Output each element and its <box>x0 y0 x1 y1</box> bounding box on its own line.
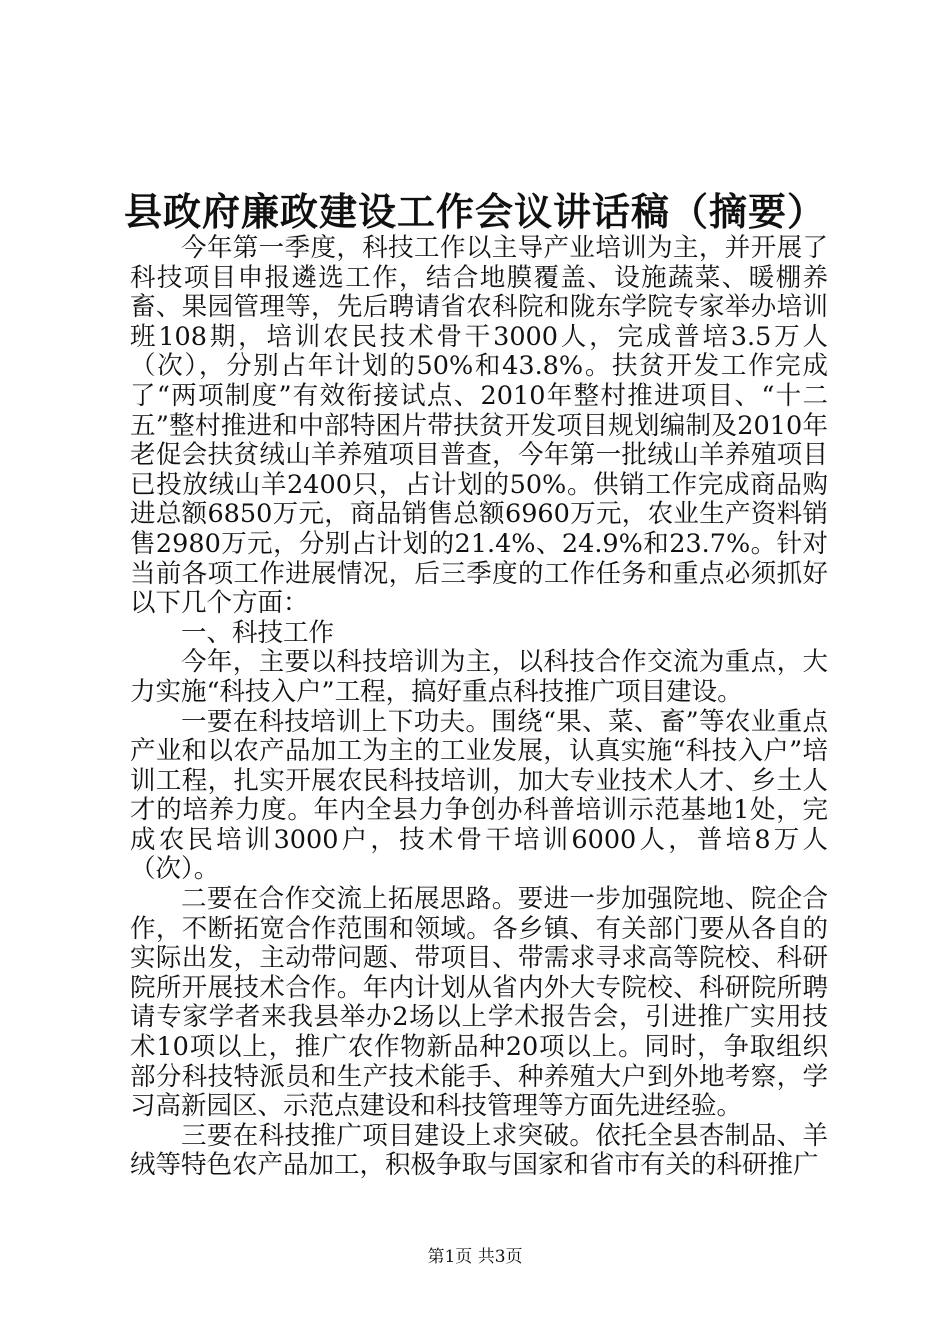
paragraph-promotion: 三要在科技推广项目建设上求突破。依托全县杏制品、羊绒等特色农产品加工，积极争取与国家和省市有关的科研推广 <box>130 1120 828 1181</box>
paragraph-cooperation: 二要在合作交流上拓展思路。要进一步加强院地、院企合作，不断拓宽合作范围和领域。各乡镇、有关部门要从各自的实际出发，主动带问题、带项目、带需求寻求高等院校、科研院所开展技术合作。年内计划从省内外大专院校、科研院所聘请专家学者来我县举办2场以上学术报告会，引进推广实用技术10项以上，推广农作物新品种20项以上。同时，争取组织部分科技特派员和生产技术能手、种养殖大户到外地考察，学习高新园区、示范点建设和科技管理等方面先进经验。 <box>130 884 828 1122</box>
document-body <box>130 234 828 1181</box>
paragraph-training: 一要在科技培训上下功夫。围绕“果、菜、畜”等农业重点产业和以农产品加工为主的工业发展，认真实施“科技入户”培训工程，扎实开展农民科技培训，加大专业技术人才、乡土人才的培养力度。年内全县力争创办科普培训示范基地1处，完成农民培训3000户，技术骨干培训6000人，普培8万人（次）。 <box>130 706 828 885</box>
page-number-footer: 第1页 共3页 <box>427 1247 523 1267</box>
section-heading-tech: 一、科技工作 <box>181 617 335 648</box>
paragraph-tech-overview: 今年，主要以科技培训为主，以科技合作交流为重点，大力实施“科技入户”工程，搞好重点科技推广项目建设。 <box>130 647 828 707</box>
paragraph-summary: 今年第一季度，科技工作以主导产业培训为主，并开展了科技项目申报遴选工作，结合地膜覆盖、设施蔬菜、暖棚养畜、果园管理等，先后聘请省农科院和陇东学院专家举办培训班108期，培训农民技术骨干3000人，完成普培3.5万人（次），分别占年计划的50%和43.8%。扶贫开发工作完成了“两项制度”有效衔接试点、2010年整村推进项目、“十二五”整村推进和中部特困片带扶贫开发项目规划编制及2010年老促会扶贫绒山羊养殖项目普查，今年第一批绒山羊养殖项目已投放绒山羊2400只，占计划的50%。供销工作完成商品购进总额6850万元，商品销售总额6960万元，农业生产资料销售2980万元，分别占计划的21.4%、24.9%和23.7%。针对当前各项工作进展情况，后三季度的工作任务和重点必须抓好以下几个方面： <box>130 233 828 619</box>
document-title: 县政府廉政建设工作会议讲话稿（摘要） <box>123 189 826 234</box>
